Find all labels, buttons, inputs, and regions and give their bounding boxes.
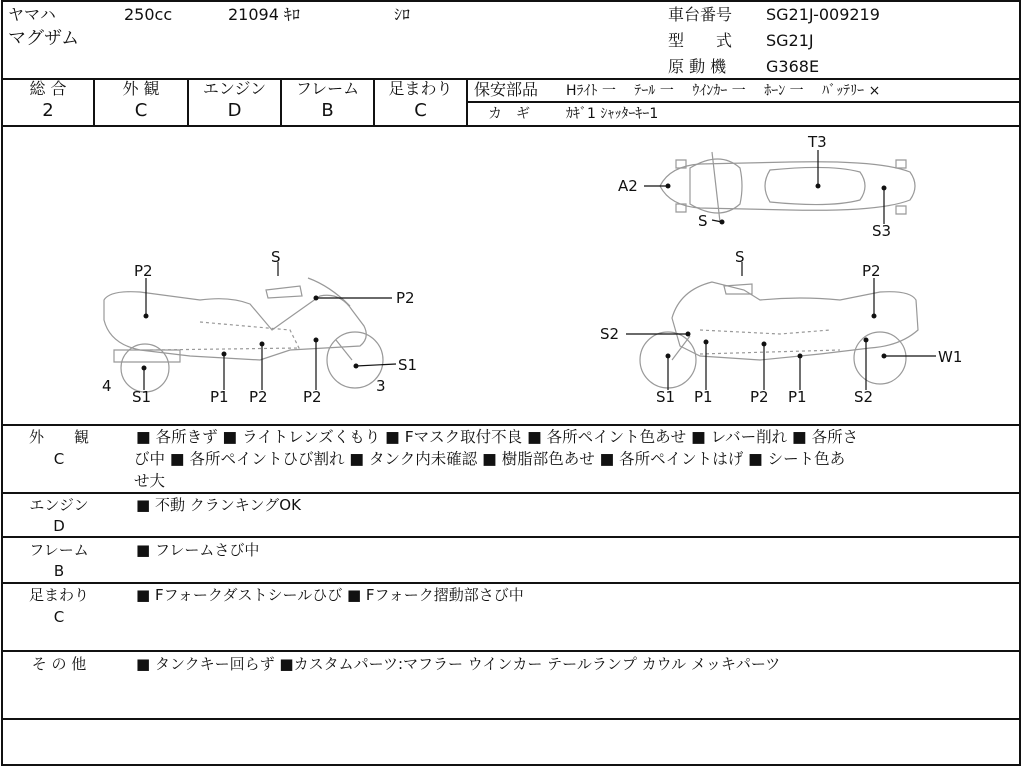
notes-engine-grade: D xyxy=(53,517,65,535)
notes-suspension-grade: C xyxy=(53,608,65,626)
notes-exterior-line-2: び中 ■ 各所ペイントひび割れ ■ タンク内未確認 ■ 樹脂部色あせ ■ 各所ペイントはげ ■ シート色あ xyxy=(134,450,846,468)
label-p2-right-mid: P2 xyxy=(750,388,769,406)
safety-label: 保安部品 xyxy=(474,80,539,99)
label-t3: T3 xyxy=(808,133,827,151)
notes-engine-label: エンジン xyxy=(29,496,89,514)
suspension-grade: C xyxy=(414,100,427,121)
notes-frame-grade: B xyxy=(53,562,65,580)
divider xyxy=(1,536,1021,538)
label-s2-right-front: S2 xyxy=(600,325,620,343)
frame-grade-label: フレーム xyxy=(295,79,360,98)
engine-grade-label: エンジン xyxy=(202,79,267,98)
engine-grade: D xyxy=(227,100,242,121)
label-s1-left-rear: S1 xyxy=(132,388,152,406)
notes-suspension-label: 足まわり xyxy=(28,586,89,604)
divider xyxy=(1,492,1021,494)
divider xyxy=(466,78,468,126)
notes-other-label: そ の 他 xyxy=(31,655,87,673)
label-p2-right-rear: P2 xyxy=(862,262,881,280)
overall-grade: 2 xyxy=(42,100,54,121)
label-s1-right: S1 xyxy=(656,388,676,406)
label-p2-left-mid: P2 xyxy=(249,388,268,406)
notes-other-text: ■ タンクキー回らず ■カスタムパーツ:マフラー ウインカー テールランプ カウル メッキパーツ xyxy=(136,655,781,673)
label-p2-left-bottom: P2 xyxy=(303,388,322,406)
notes-exterior-label: 外 観 xyxy=(28,428,89,446)
label-p1-left: P1 xyxy=(210,388,229,406)
label-p2-left-rear: P2 xyxy=(134,262,153,280)
exterior-grade: C xyxy=(134,100,148,121)
label-s-right: S xyxy=(735,248,745,266)
notes-suspension-text: ■ Fフォークダストシールひび ■ Fフォーク摺動部さび中 xyxy=(136,586,524,604)
label-s1-left-front: S1 xyxy=(398,356,418,374)
label-a2: A2 xyxy=(618,177,638,195)
displacement: 250cc xyxy=(124,5,173,24)
notes-exterior-text xyxy=(136,426,1016,492)
divider xyxy=(468,101,1021,103)
notes-frame-text: ■ フレームさび中 xyxy=(136,541,260,559)
notes-exterior-grade: C xyxy=(53,450,65,468)
divider xyxy=(1,650,1021,652)
color: ｼﾛ xyxy=(394,5,411,24)
scooter-right-side-view xyxy=(640,282,918,388)
label-w1: W1 xyxy=(938,348,963,366)
key-label: カ ギ xyxy=(488,106,530,122)
key-value: ｶｷﾞ1 ｼｬｯﾀｰｷｰ1 xyxy=(566,106,659,122)
frame-no-label: 車台番号 xyxy=(668,5,733,24)
exterior-label: 外 観 xyxy=(122,79,160,98)
label-s2-right-rear: S2 xyxy=(854,388,874,406)
model-name: マグザム xyxy=(8,28,80,49)
label-p1-right-a: P1 xyxy=(694,388,713,406)
engine-label: 原 動 機 xyxy=(668,57,727,76)
notes-exterior-line-1: ■ 各所きず ■ ライトレンズくもり ■ Fマスク取付不良 ■ 各所ペイント色あせ ■ レバー削れ ■ 各所さ xyxy=(136,428,859,446)
divider xyxy=(1,582,1021,584)
notes-exterior-line-3: せ大 xyxy=(134,472,166,490)
label-num-3: 3 xyxy=(376,377,386,395)
label-p2-left-front: P2 xyxy=(396,289,415,307)
divider xyxy=(1,718,1021,720)
type-value: SG21J xyxy=(766,31,814,50)
overall-label: 総 合 xyxy=(29,79,67,98)
notes-frame-label: フレーム xyxy=(29,541,89,559)
safety-items: Hﾗｲﾄ 一 ﾃｰﾙ 一 ｳｲﾝｶｰ 一 ﾎｰﾝ 一 ﾊﾞｯﾃﾘｰ × xyxy=(566,83,881,99)
frame-no: SG21J-009219 xyxy=(766,5,880,24)
suspension-grade-label: 足まわり xyxy=(388,79,453,98)
maker: ヤマハ xyxy=(8,5,56,24)
label-s-left: S xyxy=(271,248,281,266)
notes-engine-text: ■ 不動 クランキングOK xyxy=(136,496,301,514)
label-s-top: S xyxy=(698,212,708,230)
type-label: 型 式 xyxy=(668,31,733,50)
label-num-4: 4 xyxy=(102,377,112,395)
label-s3: S3 xyxy=(872,222,892,240)
damage-diagram xyxy=(0,126,1024,424)
label-p1-right-b: P1 xyxy=(788,388,807,406)
engine-value: G368E xyxy=(766,57,820,76)
mileage: 21094 ｷﾛ xyxy=(228,5,300,24)
frame-grade: B xyxy=(321,100,334,121)
